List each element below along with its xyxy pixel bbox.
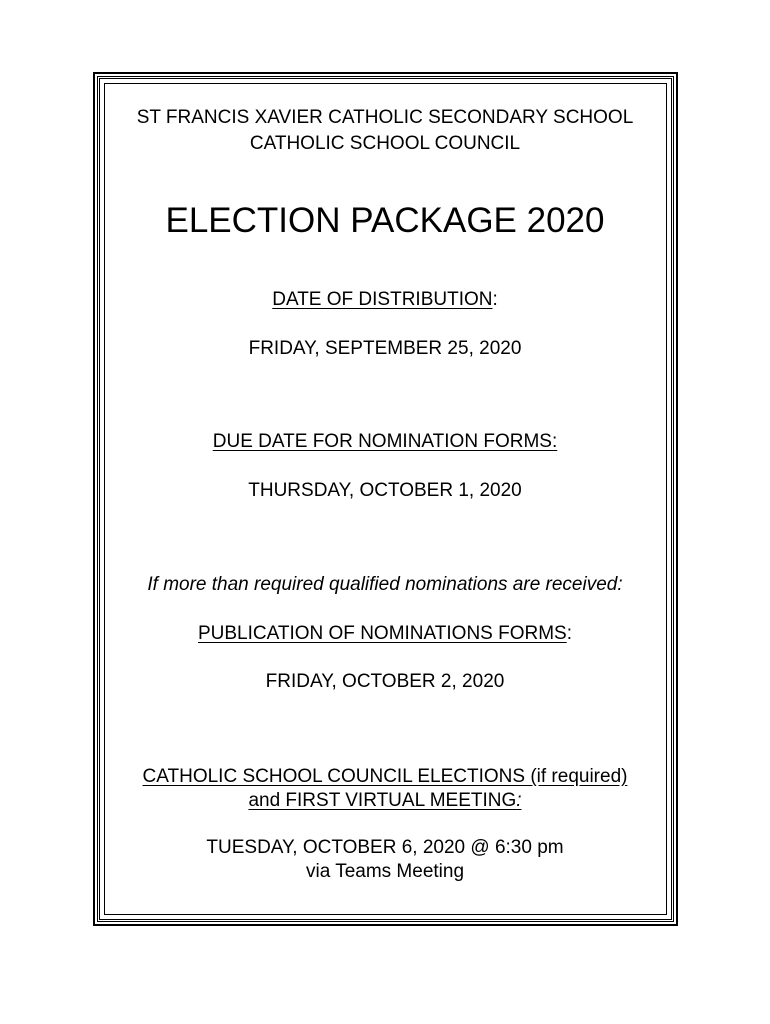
distribution-date: FRIDAY, SEPTEMBER 25, 2020 [248, 338, 522, 359]
publication-heading [0, 621, 770, 647]
document-title: ELECTION PACKAGE 2020 [165, 201, 605, 240]
publication-date: FRIDAY, OCTOBER 2, 2020 [265, 671, 505, 692]
publication-note: If more than required qualified nominations are received: [147, 574, 623, 595]
distribution-heading [0, 287, 770, 313]
elections-label-line1: CATHOLIC SCHOOL COUNCIL ELECTIONS (if required) [142, 766, 628, 787]
council-name: CATHOLIC SCHOOL COUNCIL [249, 133, 521, 154]
school-name: ST FRANCIS XAVIER CATHOLIC SECONDARY SCHOOL [136, 107, 634, 128]
elections-datetime: TUESDAY, OCTOBER 6, 2020 @ 6:30 pm [206, 837, 564, 858]
publication-label: PUBLICATION OF NOMINATIONS FORMS [197, 623, 567, 644]
distribution-colon: : [492, 289, 498, 310]
elections-colon: : [516, 790, 522, 811]
due-date: THURSDAY, OCTOBER 1, 2020 [248, 480, 522, 501]
elections-label-line2: and FIRST VIRTUAL MEETING [248, 790, 517, 811]
elections-heading-line1 [0, 764, 770, 790]
elections-heading-line2 [0, 788, 770, 814]
distribution-label: DATE OF DISTRIBUTION [272, 289, 493, 310]
publication-colon: : [566, 623, 573, 644]
due-label: DUE DATE FOR NOMINATION FORMS: [212, 431, 558, 452]
elections-venue: via Teams Meeting [305, 861, 465, 882]
due-heading [0, 429, 770, 455]
